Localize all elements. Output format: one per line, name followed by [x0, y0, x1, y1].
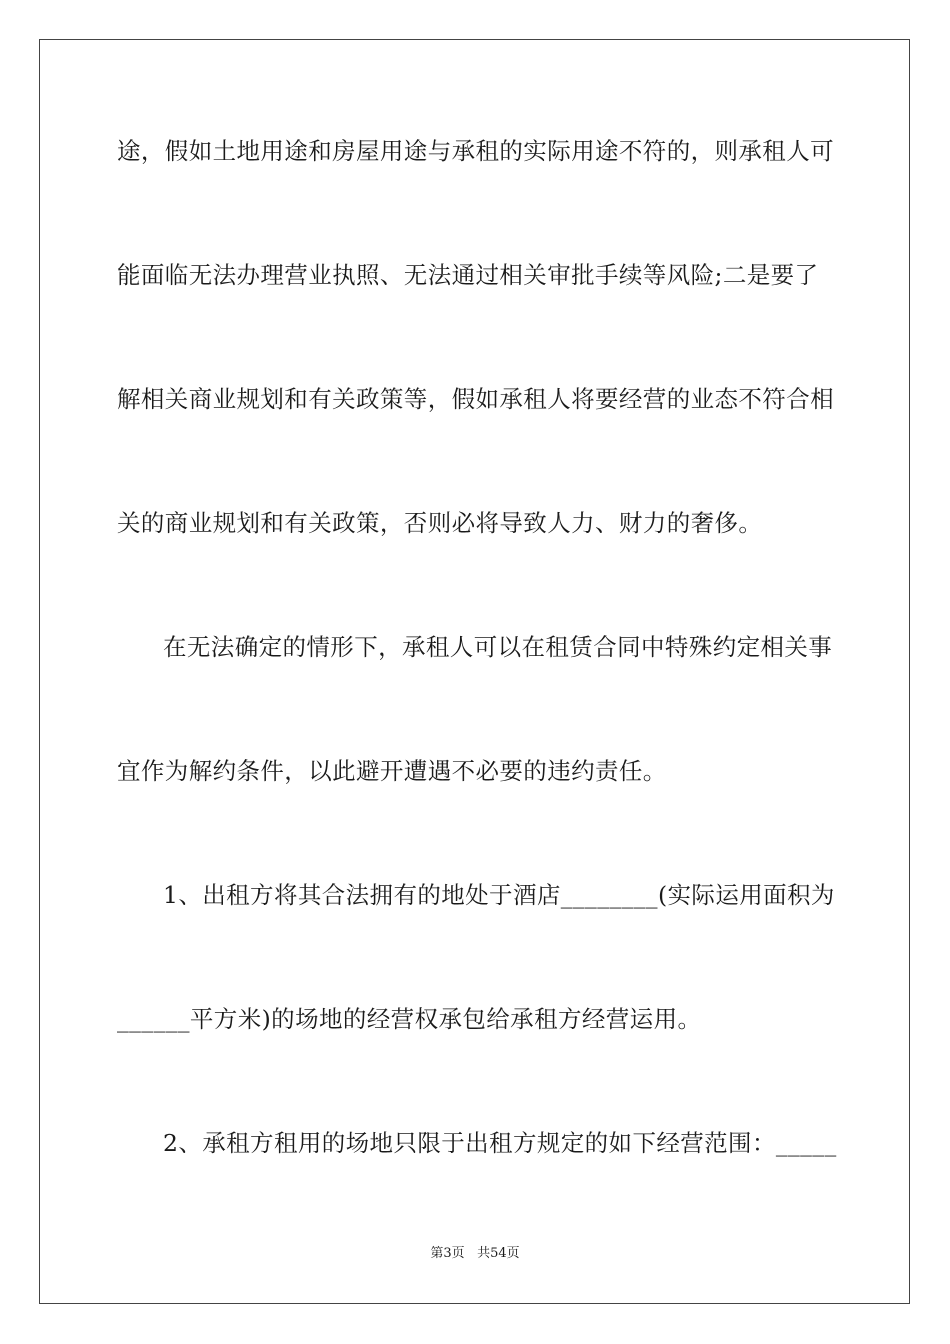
text-line-4: 关的商业规划和有关政策，否则必将导致人力、财力的奢侈。 [117, 509, 763, 537]
text-line-1: 途，假如土地用途和房屋用途与承租的实际用途不符的，则承租人可 [117, 137, 834, 165]
text-line-8: ______平方米)的场地的经营权承包给承租方经营运用。 [117, 1005, 702, 1033]
page-total: 共54页 [477, 1246, 520, 1261]
text-line-6: 宜作为解约条件，以此避开遭遇不必要的违约责任。 [117, 757, 667, 785]
text-line-5: 在无法确定的情形下，承租人可以在租赁合同中特殊约定相关事 [163, 633, 833, 661]
text-line-9: 2、承租方租用的场地只限于出租方规定的如下经营范围：_____ [163, 1129, 837, 1157]
text-line-2: 能面临无法办理营业执照、无法通过相关审批手续等风险;二是要了 [117, 261, 819, 289]
page-footer [0, 1246, 950, 1262]
text-line-3: 解相关商业规划和有关政策等，假如承租人将要经营的业态不符合相 [117, 385, 834, 413]
page-number: 第3页 [430, 1246, 465, 1261]
page-border [39, 39, 910, 1304]
text-line-7: 1、出租方将其合法拥有的地处于酒店________(实际运用面积为 [163, 881, 835, 909]
